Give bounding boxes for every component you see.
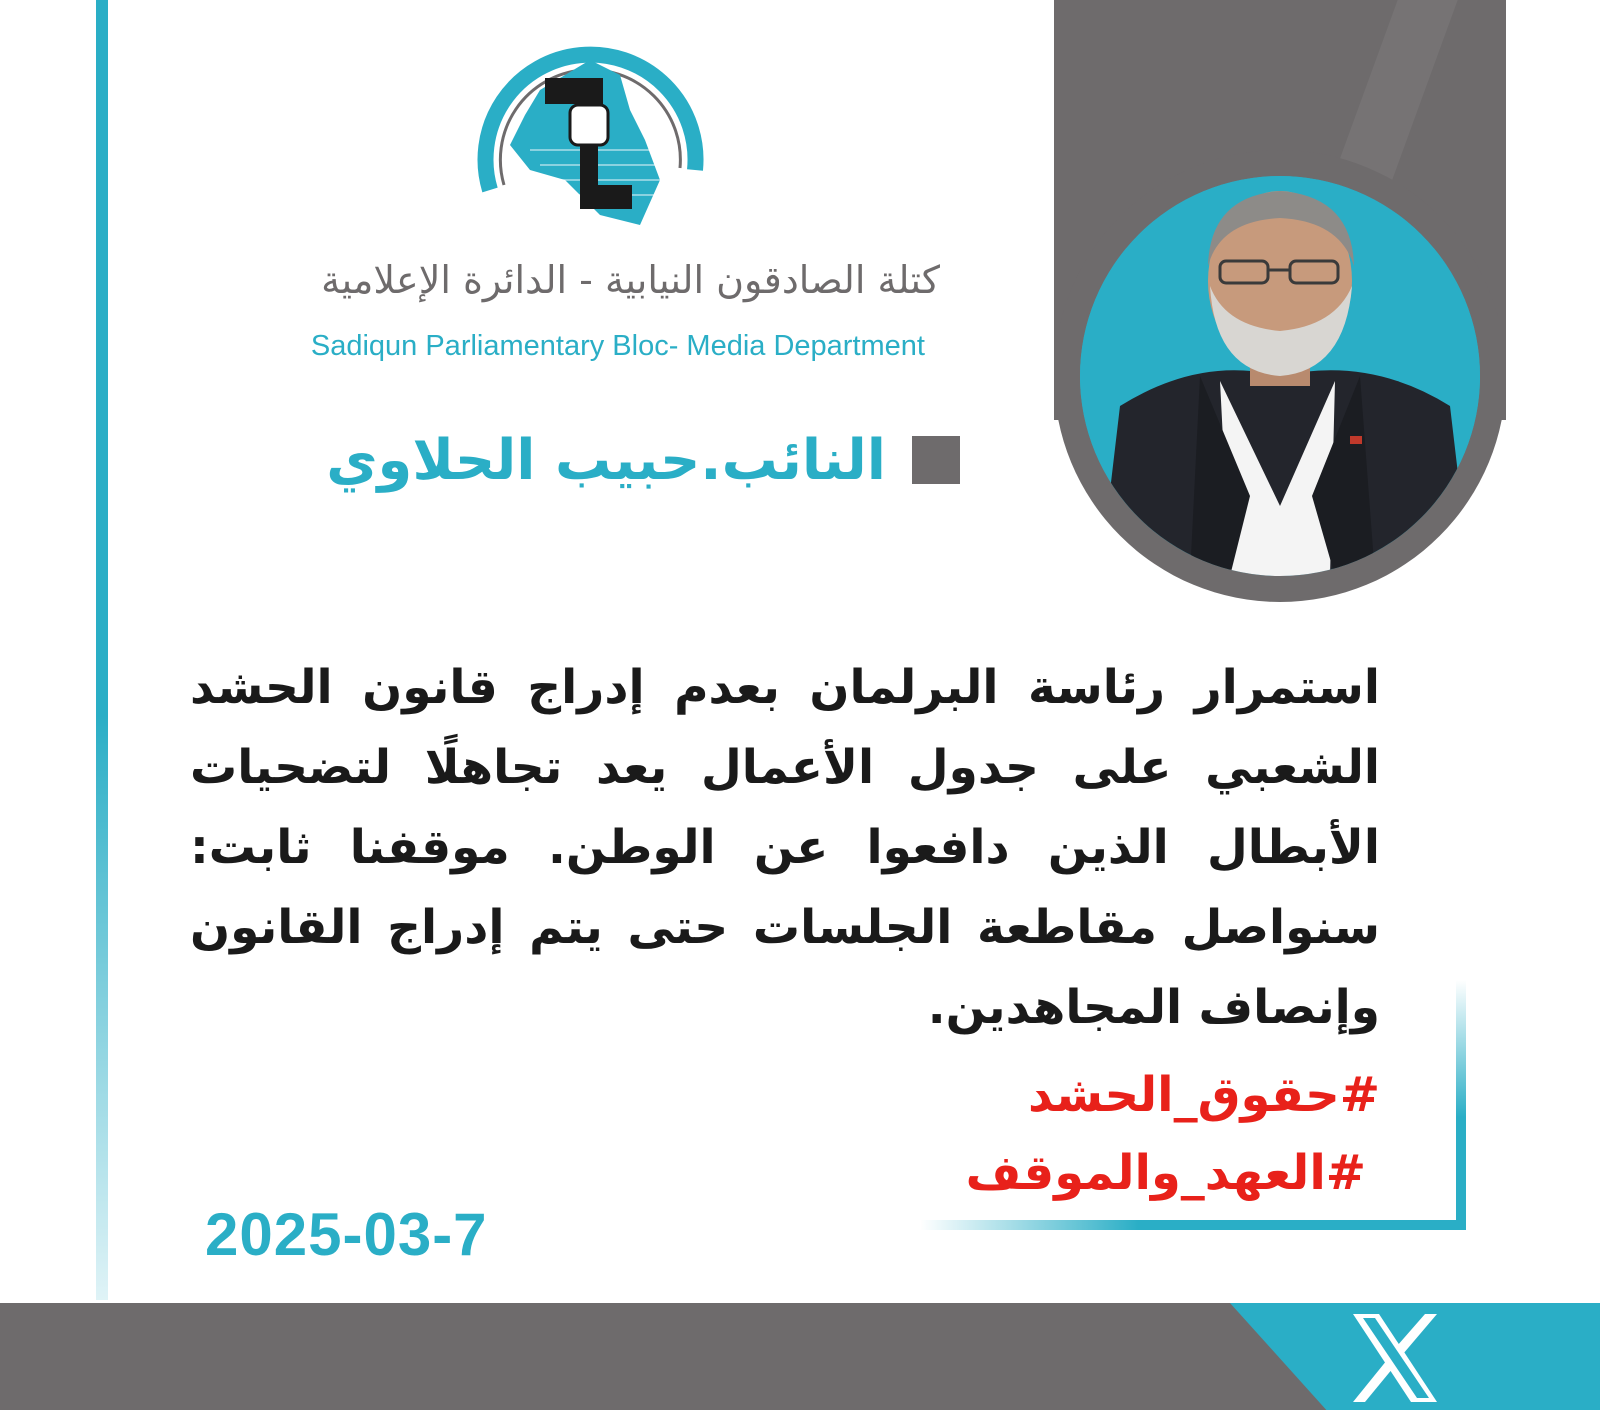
bullet-square-icon — [912, 436, 960, 484]
speaker-name: النائب.حبيب الحلاوي — [326, 427, 886, 493]
logo-emblem-icon — [470, 20, 710, 230]
x-logo-icon[interactable] — [1345, 1308, 1445, 1408]
frame-corner-horizontal — [920, 1220, 1466, 1230]
post-date: 2025-03-7 — [205, 1201, 488, 1268]
hashtag-list — [800, 1056, 1380, 1212]
bloc-name-arabic: كتلة الصادقون النيابية - الدائرة الإعلامية — [321, 258, 940, 302]
hashtag[interactable]: #العهد_والموقف — [965, 1145, 1366, 1201]
movement-logo — [470, 20, 710, 230]
speaker-photo — [1080, 176, 1480, 576]
left-accent-bar — [96, 0, 108, 1300]
statement-text: استمرار رئاسة البرلمان بعدم إدراج قانون الحشد الشعبي على جدول الأعمال يعد تجاهلًا لتضحيات الأبطال الذين دافعوا عن الوطن. موقفنا ثابت: سنواصل مقاطعة الجلسات حتى يتم إدراج القانون وإنصاف المجاهدين. — [190, 660, 1380, 1035]
speaker-name-row — [280, 420, 960, 500]
speaker-portrait-illustration — [1080, 176, 1480, 576]
frame-corner-vertical — [1456, 980, 1466, 1230]
bloc-name-english: Sadiqun Parliamentary Bloc- Media Department — [310, 330, 925, 362]
hashtag[interactable]: #حقوق_الحشد — [1027, 1067, 1380, 1123]
